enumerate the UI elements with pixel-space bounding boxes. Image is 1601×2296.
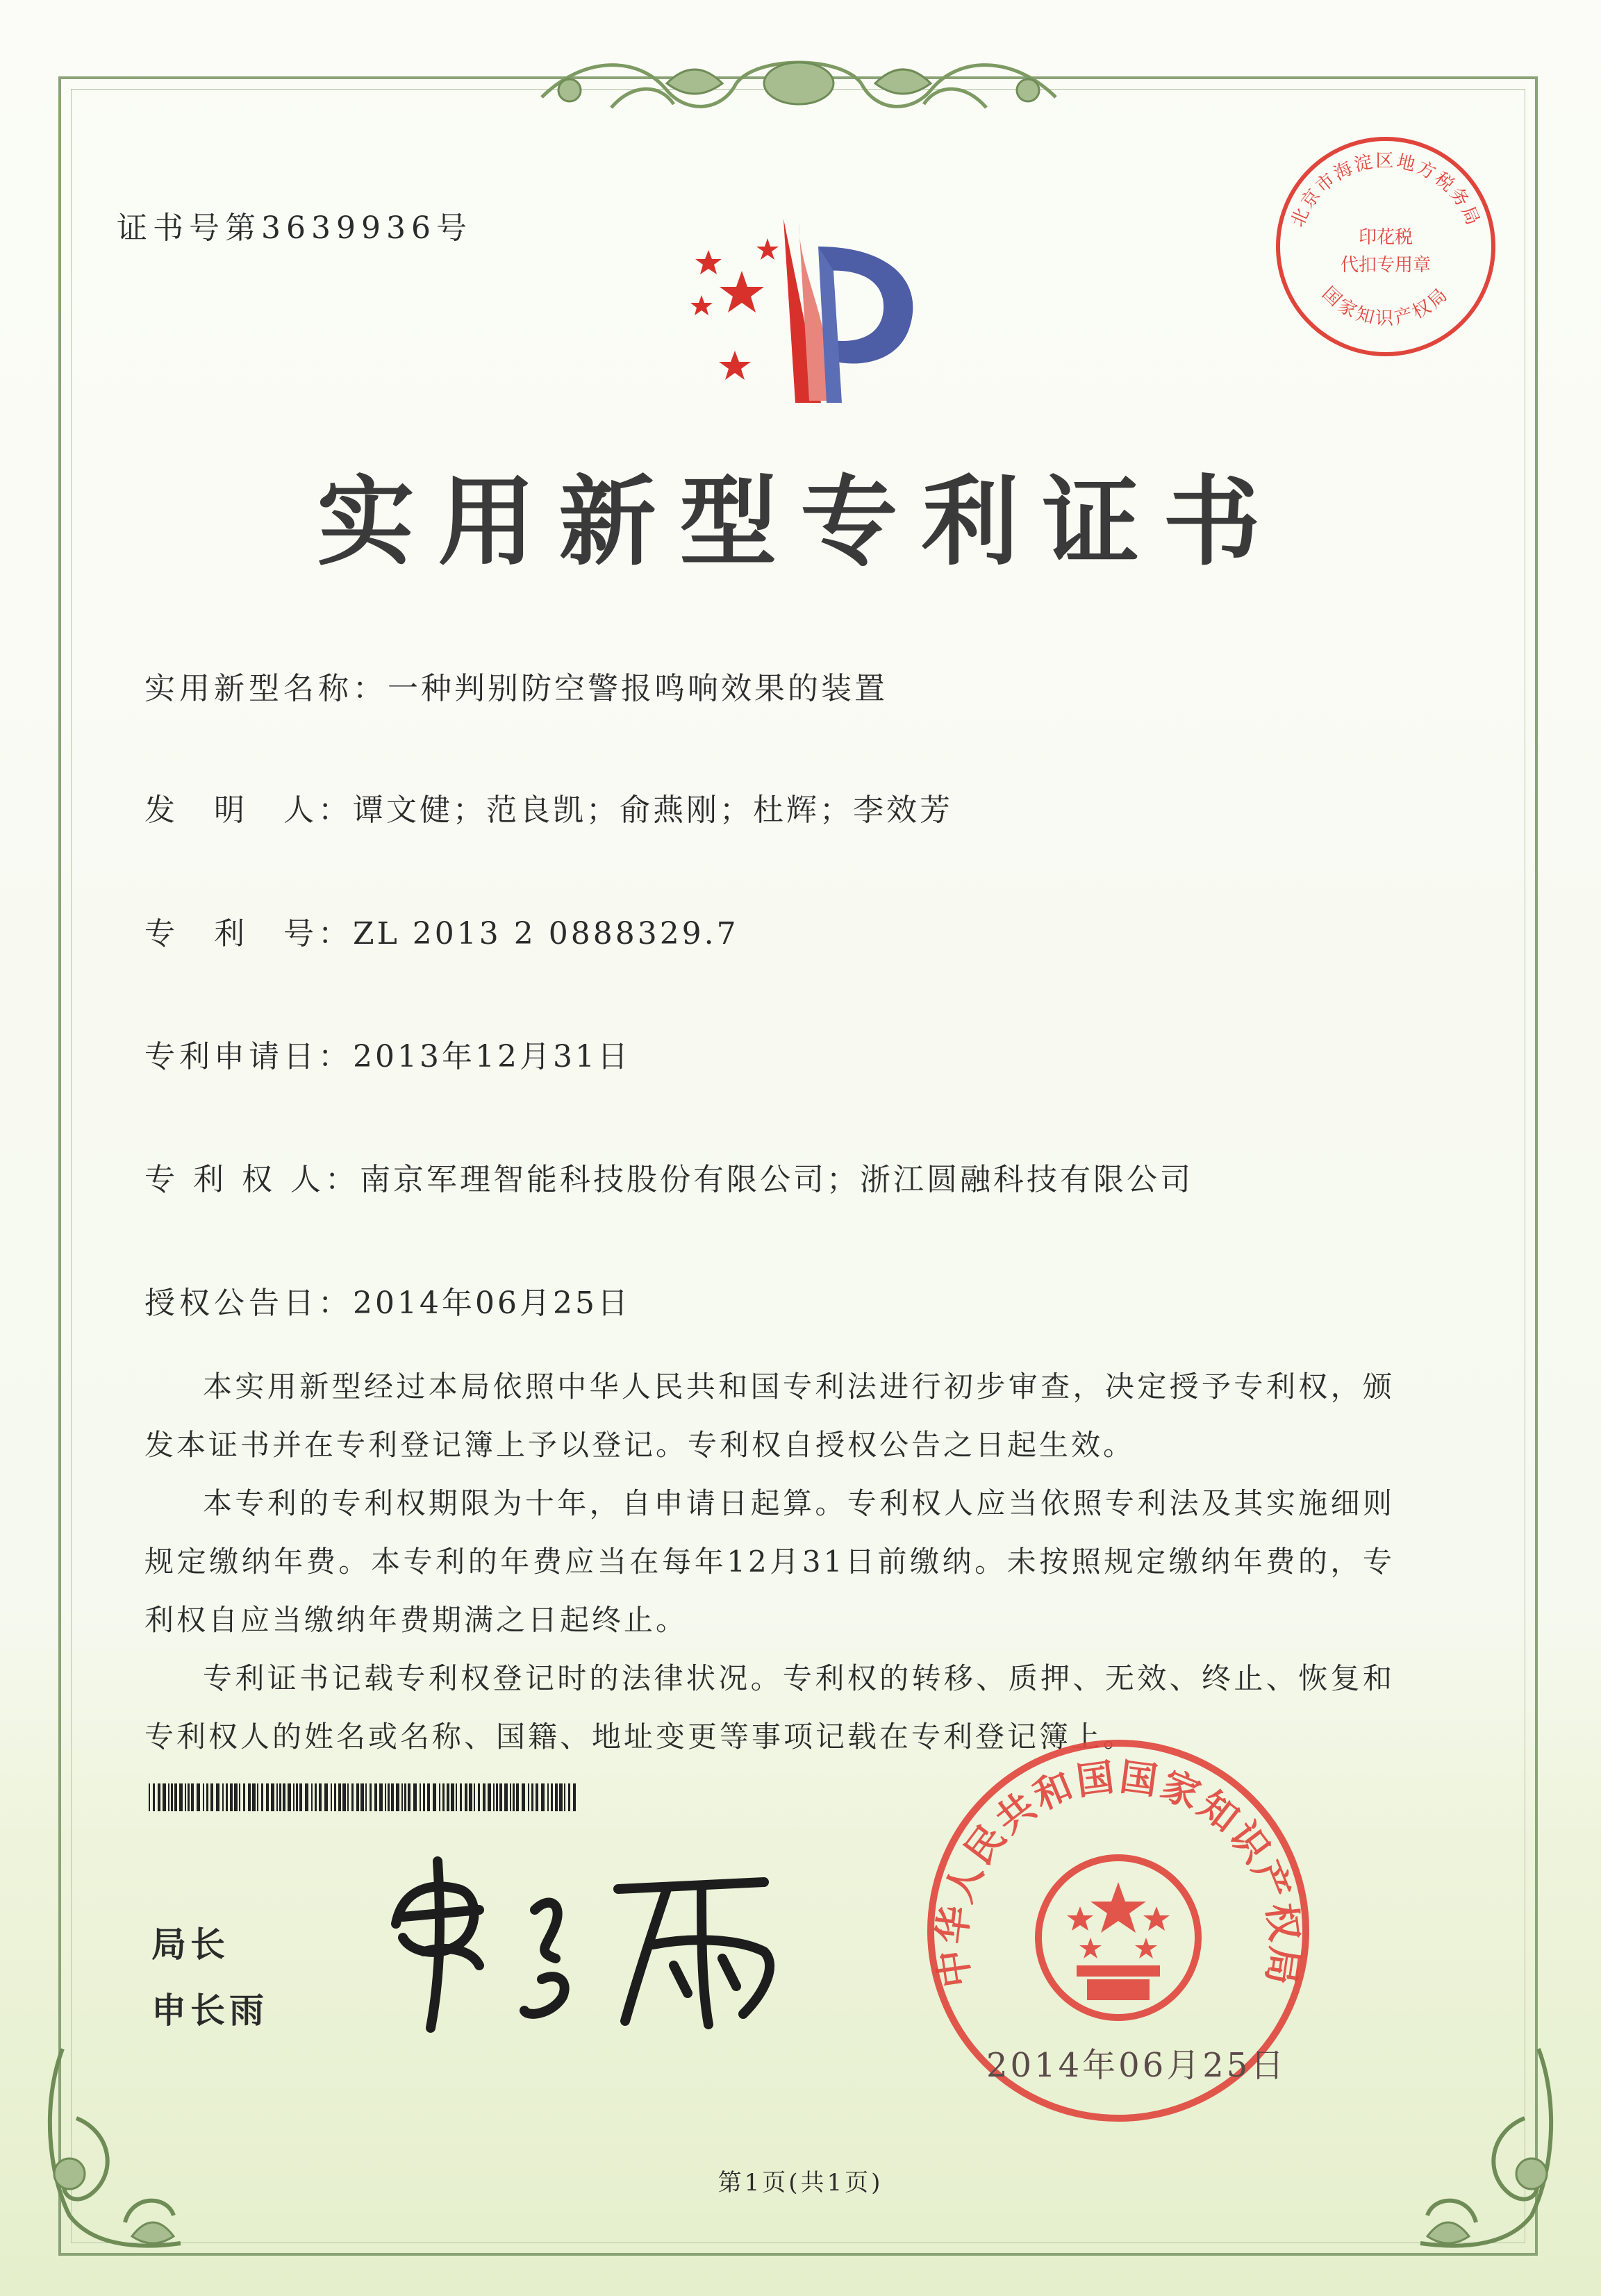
tax-stamp-seal-icon [1271, 132, 1500, 361]
director-signature-icon [375, 1847, 806, 2042]
field-label: 专利申请日： [144, 1039, 353, 1074]
tax-seal-outer-text: 北京市海淀区地方税务局 [1287, 151, 1484, 231]
field-label: 实用新型名称： [144, 671, 388, 706]
bottom-right-ornament-icon [1393, 2035, 1573, 2264]
svg-text:国家知识产权局 [1318, 283, 1453, 329]
field-application-date [144, 1031, 631, 1076]
field-patent-number [144, 908, 739, 953]
director-title: 局长 [151, 1924, 229, 1965]
field-label: 专 利 权 人： [144, 1162, 360, 1197]
body-paragraph: 本实用新型经过本局依照中华人民共和国专利法进行初步审查，决定授予专利权，颁发本证书并在专利登记簿上予以登记。专利权自授权公告之日起生效。 [144, 1370, 1395, 1462]
director-name: 申长雨 [151, 1990, 268, 2031]
seal-main-text: 中华人民共和国国家知识产权局 [929, 1754, 1308, 1990]
field-grant-date [144, 1278, 631, 1322]
field-inventors [144, 785, 953, 829]
field-label: 发 明 人： [144, 792, 353, 828]
field-value: ZL 2013 2 0888329.7 [353, 916, 739, 951]
field-value: 谭文健；范良凯；俞燕刚；杜辉；李效芳 [353, 792, 953, 828]
svg-text:中华人民共和国国家知识产权局 [929, 1754, 1307, 1990]
field-value: 2013年12月31日 [353, 1039, 631, 1074]
tax-seal-center-line-2: 代扣专用章 [1340, 255, 1432, 276]
body-paragraph: 专利证书记载专利权登记时的法律状况。专利权的转移、质押、无效、终止、恢复和专利权人的姓名或名称、国籍、地址变更等事项记载在专利登记簿上。 [144, 1661, 1395, 1754]
top-ornament-icon [528, 42, 1070, 132]
body-paragraph: 本专利的专利权期限为十年，自申请日起算。专利权人应当依照专利法及其实施细则规定缴纳年费。本专利的年费应当在每年12月31日前缴纳。未按照规定缴纳年费的，专利权自应当缴纳年费期满之日起终止。 [144, 1486, 1395, 1637]
field-utility-model-name [144, 663, 888, 708]
certificate-body-text [144, 1358, 1395, 1766]
field-value: 2014年06月25日 [353, 1286, 631, 1321]
patent-office-logo-icon [660, 205, 938, 413]
certificate-number: 证书号第3639936号 [117, 210, 472, 246]
field-value: 南京军理智能科技股份有限公司；浙江圆融科技有限公司 [359, 1162, 1193, 1197]
barcode-icon [149, 1783, 579, 1811]
seal-date: 2014年06月25日 [986, 2046, 1287, 2085]
field-patentee [144, 1154, 1193, 1199]
page-number: 第1页(共1页) [717, 2169, 884, 2197]
certificate-title: 实用新型专利证书 [317, 465, 1284, 579]
tax-seal-center-line-1: 印花税 [1358, 227, 1413, 248]
field-label: 专 利 号： [144, 916, 353, 951]
tax-seal-bottom-text: 国家知识产权局 [1318, 283, 1454, 329]
field-value: 一种判别防空警报鸣响效果的装置 [388, 671, 888, 706]
bottom-left-ornament-icon [28, 2035, 208, 2264]
field-label: 授权公告日： [144, 1286, 353, 1321]
